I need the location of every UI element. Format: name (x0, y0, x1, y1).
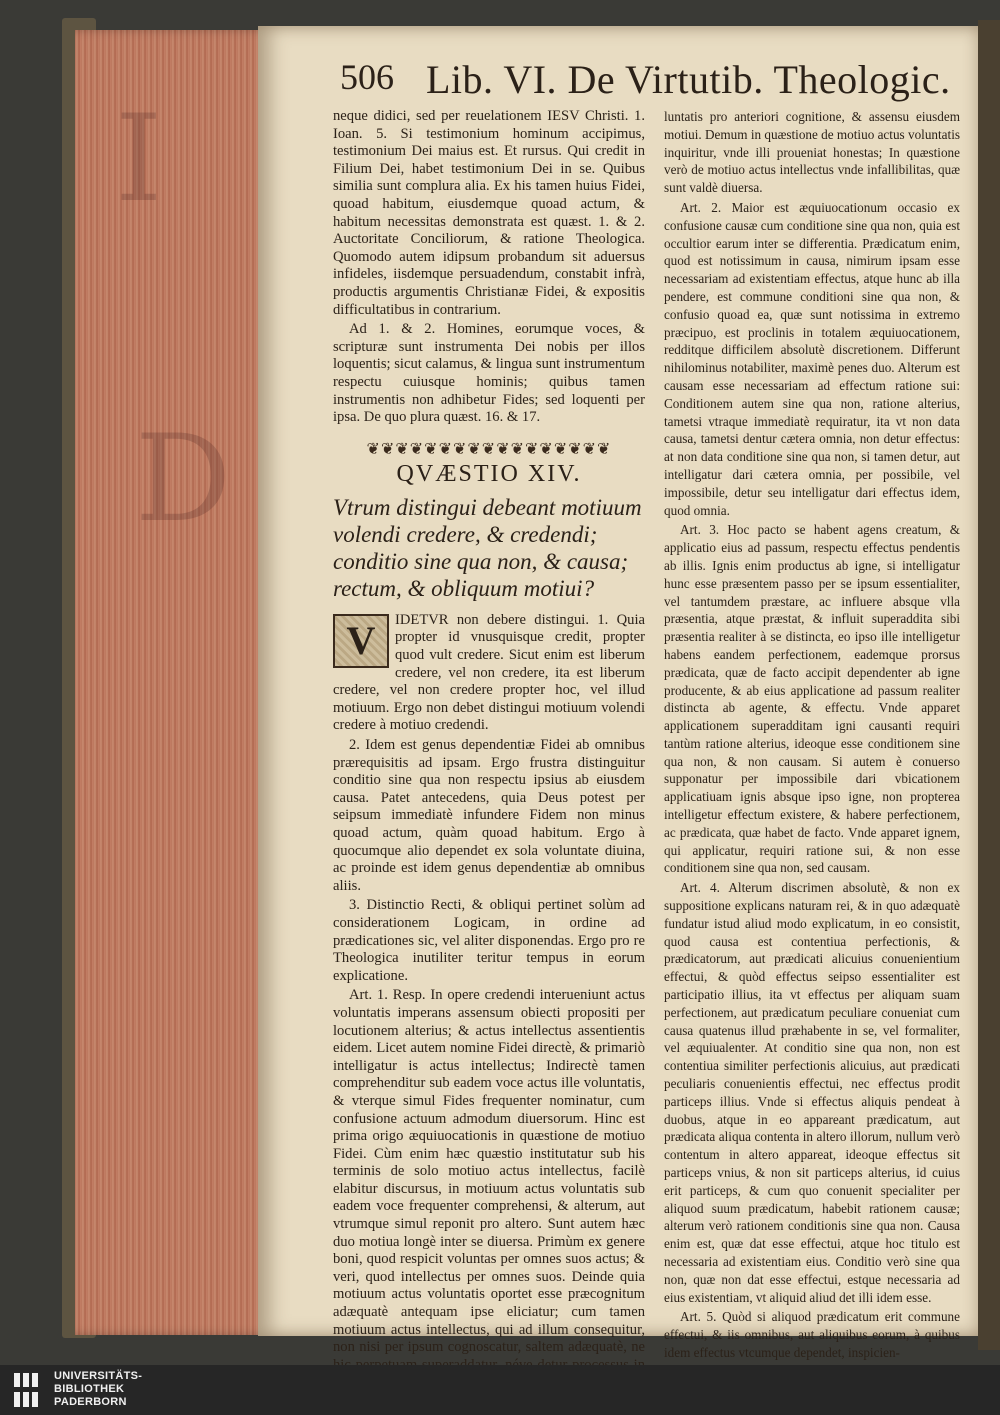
paragraph: Ad 1. & 2. Homines, eorumque voces, & scripturæ sunt instrumenta Dei nobis per illos loquentis; sicut calamus, & lingua sunt instrumentum respectu cuiusque hominis; quibus tamen instrumentis non adhibetur Fides; sed loquenti per ipsa. De quo plura quæst. 16. & 17. (333, 321, 645, 426)
library-name-line: BIBLIOTHEK (54, 1383, 125, 1395)
ornament-divider: ❦❦❦❦❦❦❦❦❦❦❦❦❦❦❦❦❦ (366, 440, 612, 458)
paragraph (333, 612, 645, 735)
paragraph: Art. 5. Quòd si aliquod prædicatum erit commune effectui, & iis omnibus, aut aliquibus eorum, à quibus idem effectus vtcumque dependet, inspicien- (664, 1309, 960, 1360)
library-logo-icon (14, 1373, 44, 1407)
foredge-mark: D (135, 410, 232, 549)
page-header (340, 56, 951, 106)
library-name-line: PADERBORN (54, 1396, 127, 1408)
library-name-line: UNIVERSITÄTS- (54, 1370, 143, 1382)
foredge-mark: I (115, 90, 163, 229)
library-footer (0, 1365, 1000, 1415)
paragraph: Art. 1. Resp. In opere credendi interueniunt actus voluntatis imperans assensum obiecti propositi per locutionem alterius; & actus intellectus assentientis eidem. Licet autem nomine Fidei directè, & primariò intelligatur is actus intellectus; Indirectè tamen comprehenditur sub eadem voce actus ille voluntatis, & vterque simul Fides frequenter nominatur, cum confusione actuum admodum diuersorum. Hinc est prima origo æquiuocationis in quæstione de motiuo Fidei. Cùm enim hæc quæstio institutatur sub his terminis de solo motiuo actus intellectus, facilè elabitur discursus, in motiuum actus voluntatis sub eadem voce frequenter comprehensi, & alterum, aut vtrumque simul reponit pro altero. Sunt autem hæc duo motiua longè inter se diuersa. Primùm ex genere boni, quod respicit voluntas per omnes suos actus; & veri, quod intellectus per omnes suos. Deinde quia motiuum actus voluntatis oportet esse præcognitum adæquatè antequam ipse eliciatur; cum tamen motiuum actus intellectus, qui ad illum consequitur, non nisi per ipsum cognoscatur, saltem adæquatè, ne (333, 987, 645, 1356)
paragraph: 3. Distinctio Recti, & obliqui pertinet solùm ad considerationem Logicam, in ordine ad prædicationes sic, vel aliter disponendas. Ergo pro re Theologica inutiliter teritur tempus in eorum explicatione. (333, 897, 645, 984)
facing-page-edge (978, 20, 1000, 1350)
paragraph: neque didici, sed per reuelationem IESV Christi. 1. Ioan. 5. Si testimonium hominum accipimus, testimonium Dei maius est. Et rursus. Qui credit in Filium Dei, habet testimonium Dei in se. Quibus similia sunt complura alia. Ex his tamen huius Fidei, quoad habitum, eiusdemque quoad actum, & habitum necessitas demonstrata est quæst. 1. & 2. Auctoritate Conciliorum, & ratione Theologica. Quomodo autem idipsum probandum sit aduersus infideles, iisdemque persuadendum, constabit infrà, productis argumentis Christianæ Fidei, & expositis difficultatibus in contrarium. (333, 108, 645, 318)
page-number: 506 (340, 57, 394, 97)
question-subtitle: Vtrum distingui debeant motiuum volendi credere, & credendi; conditio sine qua non, & causa; rectum, & obliquum motiui? (333, 494, 642, 601)
library-name (54, 1370, 142, 1409)
paragraph: Art. 2. Maior est æquiuocationum occasio ex confusione causæ cum conditione sine qua non, quia est occultior earum inter se differentia. Prædicatum enim, quod est notissimum in causa, nimirum ipsam esse necessariam ad existentiam effectus, atque hunc ab illa pendere, est commune conditioni sine qua non, & confusio quoad ea, quæ sunt notissima in extremo præcipuo, est proclinis in totalem æquiuocationem, redditque difficilem absolutè discretionem. Differunt nihilominus notabiliter, maximè penes duo. Alterum est causam esse necessariam ad effectum ratione sui: Conditionem autem sine qua non, ratione alterius, tametsi vtraque immediatè requiratur, ita vt non data causa, tametsi dentur cætera omnia, non detur effectus: at non data conditione sine qua non, si tamen detur, aut intelligatur dari cætera omnia, per possibile, vel impossibile, detur seu intelligatur dari effectus idem, quod omnia. (664, 199, 960, 518)
paragraph: Art. 3. Hoc pacto se habent agens creatum, & applicatio eius ad passum, respectu effectus pendentis ab illis. Ignis enim productus ab igne, si intelligatur hunc esse præsentem passo per se ipsum essentialiter, vel tantumdem præstare, ac influere absque vlla præsentia, atque præstat, & influit superaddita sibi præsentia realiter à se distincta, eo ipso ille intelligetur habens eandem perfectionem, eademque prorsus prædicata, quæ de facto accipit dependenter ab igne producente, & ab eius applicatione ad passum realiter distincta ab agente, & effectu. Vnde apparet applicationem superadditam igni causanti requiri tantùm ratione alterius, ideoque esse conditionem sine qua non, & non causam. Si autem è conuerso supponatur per impossibile dari vbicationem applicatiuam ignis absque ipso igne, non propterea intelligetur effectum existere, & habere perfectionem, ac prædicata, quæ habet de facto. Vnde apparet ignem, qui applicatur, requiri ratione sui, & non esse conditionem sine qua non, sed causam. (664, 522, 960, 876)
decorated-initial: V (333, 614, 389, 668)
paragraph: Art. 4. Alterum discrimen absolutè, & non ex suppositione explicans naturam rei, & in quo adæquatè fundatur istud aliud modo explicatum, in eo consistit, quod causa est contentiua perfectionis, & prædicatorum, aut prædicati alicuius conuenientium effectui, & quòd effectus seipso essentialiter est participatio illius, ita vt effectus per aliquam suam perfectionem, aut prædicatum peculiare conueniat cum causa quatenus illud præhabente in se, vel formaliter, vel æquiualenter. At conditio sine qua non, non est contentiua similiter perfectionis alicuius, aut prædicati peculiaris conuenientis effectui, nec effectus prodit particeps illius. Vnde si effectus aliquis pendeat à duobus, atque in eo appareant prædicatum, aut prædicata aliqua contenta in altero illorum, nullum verò contentum in altero appareat, ideoque effectus sit particeps vnius, & non sit particeps alterius, id cuius erit particeps, & cum quo conuenit specialiter per aliquod suum prædicatum, habebit rationem causæ; alterum verò rationem conditionis sine qua non. Causa enim est, quæ dat esse effectui, atque hoc titulo est necessaria ad existentiam eius. Conditio verò sine qua non, quæ non dat esse effectui, estque necessaria ad eius existentiam, vt aliquid aliud det illi idem esse. (664, 880, 960, 1305)
paragraph: luntatis pro anteriori cognitione, & assensu eiusdem motiui. Demum in quæstione de motiuo actus voluntatis inquiritur, vnde illi proueniat honestas; In quæstione verò de motiuo actus intellectus vnde infallibilitas, quæ sunt valdè diuersa. (664, 109, 960, 196)
running-head: Lib. VI. De Virtutib. Theologic. (426, 57, 951, 102)
question-title: QVÆSTIO XIV. (396, 461, 582, 488)
paragraph-text: IDETVR non debere distingui. 1. Quia propter id vnusquisque credit, propter quod vult credere. Sicut enim est liberum credere, vel non credere, ita est liberum credere, vel non credere propter hoc, vel illud motiuum. Ergo non debet distingui motiuum volendi credere à motiuo credendi. (333, 611, 645, 734)
paragraph: 2. Idem est genus dependentiæ Fidei ab omnibus prærequisitis ad ipsam. Ergo frustra distinguitur conditio sine qua non respectu ipsius ab eiusdem causa. Patet antecedens, quia Deus potest per seipsum immediatè infundere Fidem non minus quoad actum, quàm quoad habitum. Ergo à quocumque alio dependet ex sola voluntate diuina, ac proinde est idem genus dependentiæ ab omnibus aliis. (333, 737, 645, 894)
left-column (333, 108, 645, 1394)
right-column (664, 108, 960, 1382)
